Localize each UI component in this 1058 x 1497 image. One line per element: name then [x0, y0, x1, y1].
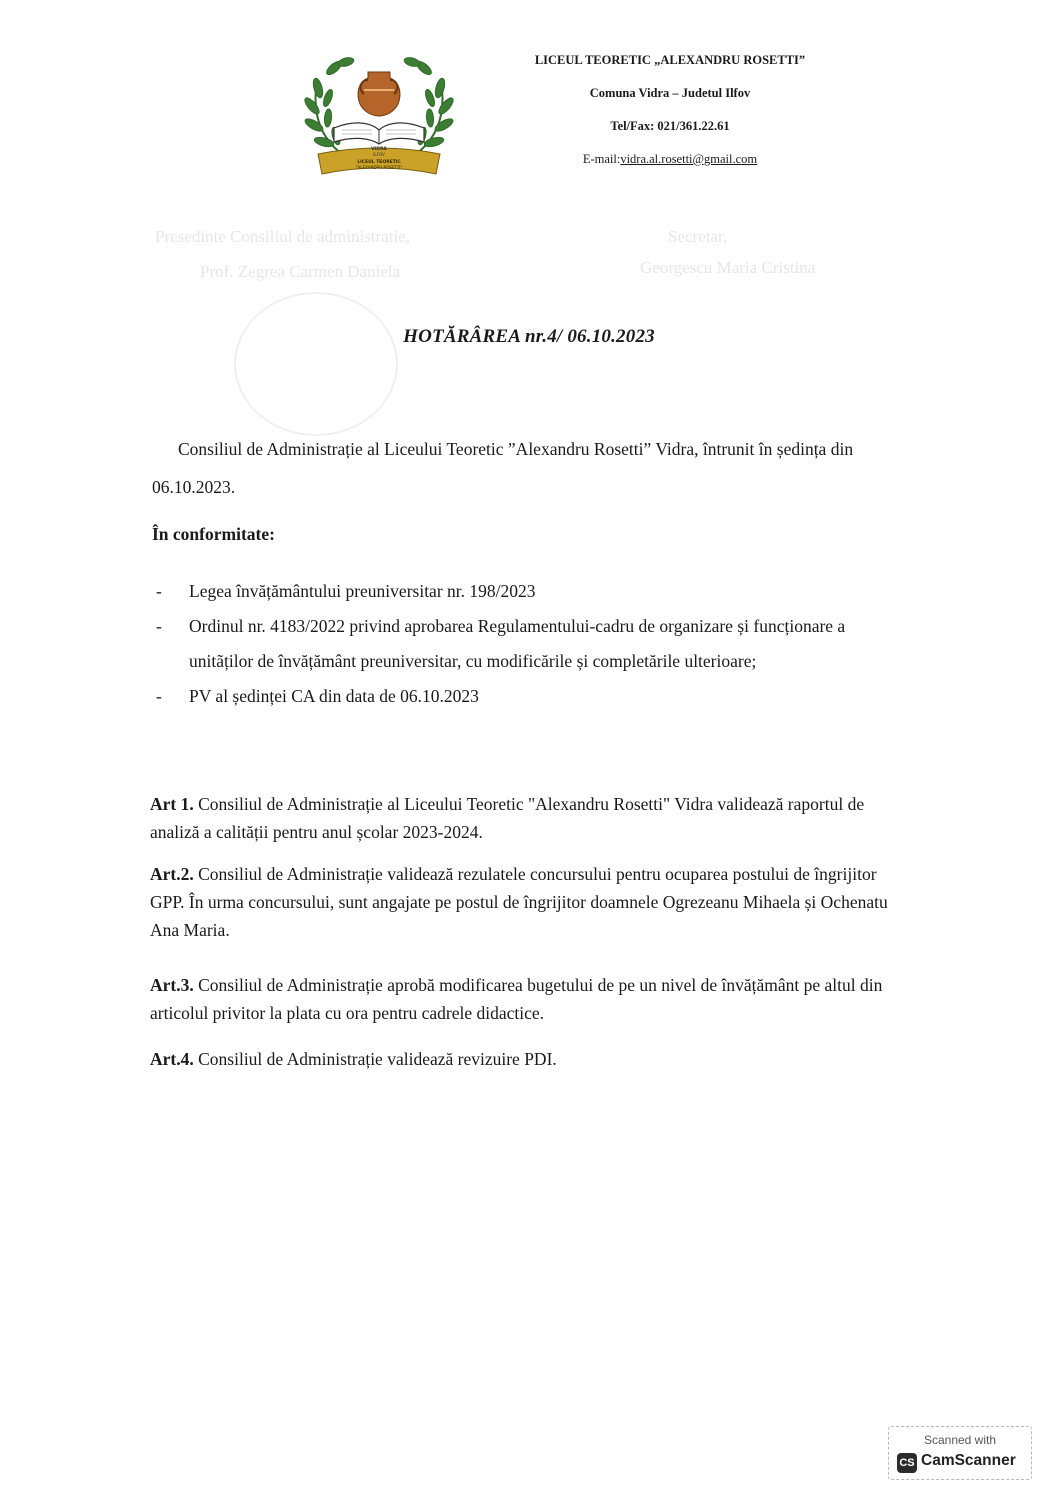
article-number: Art.2.: [150, 864, 194, 884]
list-item: - Ordinul nr. 4183/2022 privind aprobarea Regulamentului-cadru de organizare și funcționare a unitãților de învățământ preuniversitar, cu modificările și completările ulterioare;: [156, 616, 846, 671]
article-text: Consiliul de Administrație al Liceului Teoretic "Alexandru Rosetti" Vidra validează raportul de analiză a calității pentru anul școlar 2023-2024.: [150, 794, 865, 842]
intro-paragraph: Consiliul de Administrație al Liceului Teoretic ”Alexandru Rosetti” Vidra, întrunit în ședința din 06.10.2023.: [152, 439, 854, 497]
svg-text:VIDRA: VIDRA: [371, 147, 387, 152]
svg-text:ILFOV: ILFOV: [373, 152, 385, 157]
list-item-text: PV al ședinței CA din data de 06.10.2023: [189, 686, 479, 706]
article-3: [150, 971, 910, 1027]
school-logo: [304, 50, 454, 182]
school-name: LICEUL TEORETIC „ALEXANDRU ROSETTI”: [534, 53, 806, 67]
watermark-brand: CamScanner: [921, 1452, 1016, 1469]
open-book-icon: [334, 123, 424, 144]
email-label: E-mail:: [582, 152, 621, 166]
bleed-text: Prof. Zegrea Carmen Daniela: [200, 262, 401, 281]
article-4: [150, 1045, 910, 1073]
svg-text:"ALEXANDRU ROSETTI": "ALEXANDRU ROSETTI": [355, 165, 403, 170]
school-telfax: Tel/Fax: 021/361.22.61: [610, 119, 730, 133]
list-item: - Legea învățământului preuniversitar nr. 198/2023: [156, 581, 536, 601]
school-location: Comuna Vidra – Judetul Ilfov: [589, 86, 751, 100]
amphora-icon: [358, 72, 400, 116]
bleed-text: Georgescu Maria Cristina: [640, 258, 816, 277]
school-email: [470, 149, 870, 182]
article-text: Consiliul de Administrație validează revizuire PDI.: [193, 1049, 557, 1069]
article-number: Art 1.: [150, 794, 194, 814]
school-header: [470, 50, 870, 182]
conformity-heading: În conformitate:: [152, 524, 275, 544]
list-item-text: Legea învățământului preuniversitar nr. 198/2023: [189, 581, 536, 601]
article-number: Art.3.: [150, 975, 194, 995]
article-1: [150, 790, 910, 846]
svg-text:LICEUL TEORETIC: LICEUL TEORETIC: [357, 160, 401, 165]
article-text: Consiliul de Administrație aprobă modificarea bugetului de pe un nivel de învățământ pe altul din articolul privitor la plata cu ora pentru cadrele didactice.: [150, 975, 883, 1023]
list-item: - PV al ședinței CA din data de 06.10.2023: [156, 686, 479, 706]
article-text: Consiliul de Administrație validează rezulatele concursului pentru ocuparea postului de îngrijitor GPP. În urma concursului, sunt angajate pe postul de îngrijitor doamnele Ogrezeanu Mihaela și Ochenatu Ana Maria.: [150, 864, 888, 940]
bleed-text: Presedinte Consiliul de administratie,: [155, 227, 410, 246]
conformity-list: [152, 574, 882, 714]
email-link[interactable]: vidra.al.rosetti@gmail.com: [620, 152, 758, 166]
camscanner-logo-icon: CS: [897, 1453, 917, 1473]
bleed-stamp: [234, 292, 398, 436]
list-item-text: Ordinul nr. 4183/2022 privind aprobarea Regulamentului-cadru de organizare și funcționare a unitãților de învățământ preuniversitar, cu modificările și completările ulterioare;: [189, 616, 846, 671]
decision-title: HOTĂRÂREA nr.4/ 06.10.2023: [403, 326, 655, 347]
article-number: Art.4.: [150, 1049, 194, 1069]
watermark-caption: Scanned with: [923, 1433, 997, 1447]
camscanner-watermark: [888, 1426, 1032, 1480]
bleed-text: Secretar,: [668, 227, 728, 246]
article-2: [150, 860, 910, 944]
